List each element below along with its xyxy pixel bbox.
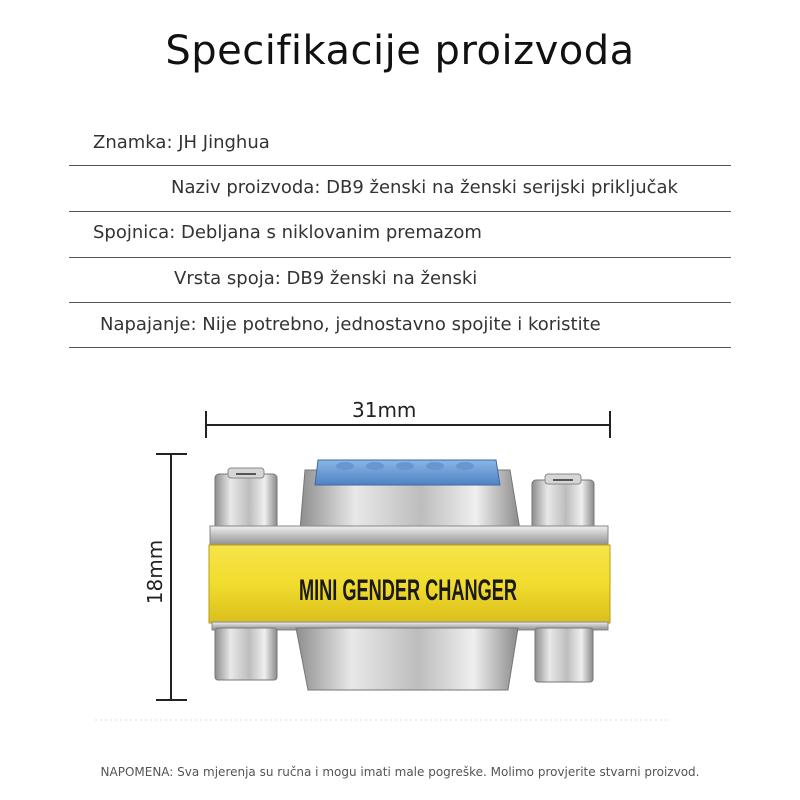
height-dimension-line xyxy=(156,454,187,700)
label-band-text: MINI GENDER CHANGER xyxy=(299,574,518,607)
spec-connection-type: Vrsta spoja: DB9 ženski na ženski xyxy=(174,268,478,289)
left-screw-bottom xyxy=(215,628,277,680)
height-dimension-label: 18mm xyxy=(143,539,167,605)
left-screw-top xyxy=(215,468,277,532)
top-d-shell xyxy=(300,460,520,530)
measurement-note: NAPOMENA: Sva mjerenja su ručna i mogu imati male pogreške. Molimo provjerite stvarni proizvod. xyxy=(100,765,700,779)
page-title: Specifikacije proizvoda xyxy=(165,28,635,74)
bottom-d-shell xyxy=(296,628,518,690)
width-dimension-line xyxy=(206,411,610,438)
spec-brand: Znamka: JH Jinghua xyxy=(93,132,270,153)
spec-coupler: Spojnica: Debljana s niklovanim premazom xyxy=(93,222,482,243)
right-screw-bottom xyxy=(535,628,593,682)
width-dimension-label: 31mm xyxy=(352,398,417,422)
spec-power: Napajanje: Nije potrebno, jednostavno spojite i koristite xyxy=(100,314,601,335)
spec-product-name: Naziv proizvoda: DB9 ženski na ženski serijski priključak xyxy=(171,177,678,198)
flange-top xyxy=(210,526,608,546)
